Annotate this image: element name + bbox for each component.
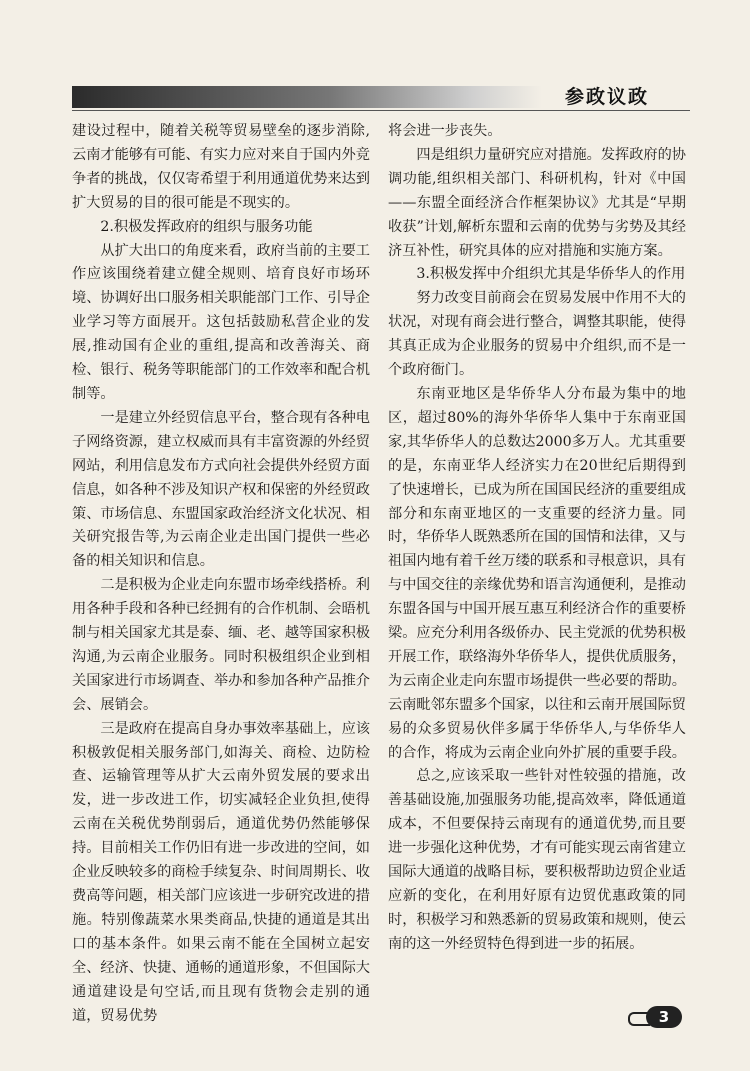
paragraph: 努力改变目前商会在贸易发展中作用不大的状况，对现有商会进行整合，调整其职能，使得其真正成为企业服务的贸易中介组织,而不是一个政府衙门。	[388, 290, 686, 379]
right-column	[388, 120, 686, 957]
paragraph: 二是积极为企业走向东盟市场牵线搭桥。利用各种手段和各种已经拥有的合作机制、会晤机制与相关国家尤其是泰、缅、老、越等国家积极沟通,为云南企业服务。同时积极组织企业到相关国家进行市场调查、举办和参加各种产品推介会、展销会。	[72, 577, 370, 713]
page-number: 3	[646, 1006, 682, 1028]
left-column	[72, 120, 370, 1028]
paragraph: 总之,应该采取一些针对性较强的措施，改善基础设施,加强服务功能,提高效率，降低通道成本，不但要保持云南现有的通道优势,而且要进一步强化这种优势，才有可能实现云南省建立国际大通道的战略目标，要积极帮助边贸企业适应新的变化，在利用好原有边贸优惠政策的同时，积极学习和熟悉新的贸易政策和规则，使云南的这一外经贸特色得到进一步的拓展。	[388, 768, 686, 952]
paragraph: 将会进一步丧失。	[388, 123, 502, 139]
header-gradient-bar	[72, 86, 542, 108]
paragraph: 建设过程中，随着关税等贸易壁垒的逐步消除,云南才能够有可能、有实力应对来自于国内外竞争者的挑战，仅仅寄希望于利用通道优势来达到扩大贸易的目的很可能是不现实的。	[72, 123, 370, 211]
subheading: 2.积极发挥政府的组织与服务功能	[100, 218, 313, 235]
section-title: 参政议政	[565, 86, 650, 108]
header-divider	[72, 110, 690, 111]
subheading: 3.积极发挥中介组织尤其是华侨华人的作用	[416, 266, 686, 283]
paragraph: 从扩大出口的角度来看，政府当前的主要工作应该围绕着建立健全规则、培育良好市场环境、协调好出口服务相关职能部门工作、引导企业学习等方面展开。这包括鼓励私营企业的发展,推动国有企业的重组,提高和改善海关、商检、银行、税务等职能部门的工作效率和配合机制等。	[72, 242, 370, 402]
paragraph: 三是政府在提高自身办事效率基础上，应该积极敦促相关服务部门,如海关、商检、边防检查、运输管理等从扩大云南外贸发展的要求出发，进一步改进工作，切实减轻企业负担,使得云南在关税优势削弱后，通道优势仍然能够保持。目前相关工作仍旧有进一步改进的空间，如企业反映较多的商检手续复杂、时间周期长、收费高等问题，相关部门应该进一步研究改进的措施。特别像蔬菜水果类商品,快捷的通道是其出口的基本条件。如果云南不能在全国树立起安全、经济、快捷、通畅的通道形象，不但国际大通道建设是句空话,而且现有货物会走别的通道，贸易优势	[72, 720, 370, 1024]
paragraph: 东南亚地区是华侨华人分布最为集中的地区，超过80%的海外华侨华人集中于东南亚国家,其华侨华人的总数达2000多万人。尤其重要的是，东南亚华人经济实力在20世纪后期得到了快速增长，已成为所在国国民经济的重要组成部分和东南亚地区的一支重要的经济力量。同时，华侨华人既熟悉所在国的国情和法律，又与祖国内地有着千丝万缕的联系和寻根意识，具有与中国交往的亲缘优势和语言沟通便利，是推动东盟各国与中国开展互惠互利经济合作的重要桥梁。应充分利用各级侨办、民主党派的优势积极开展工作，联络海外华侨华人，提供优质服务，为云南企业走向东盟市场提供一些必要的帮助。云南毗邻东盟多个国家，以往和云南开展国际贸易的众多贸易伙伴多属于华侨华人,与华侨华人的合作，将成为云南企业向外扩展的重要手段。	[388, 385, 686, 761]
paragraph: 一是建立外经贸信息平台，整合现有各种电子网络资源，建立权威而具有丰富资源的外经贸网站，利用信息发布方式向社会提供外经贸方面信息，如各种不涉及知识产权和保密的外经贸政策、市场信息、东盟国家政治经济文化状况、相关研究报告等,为云南企业走出国门提供一些必备的相关知识和信息。	[72, 409, 370, 570]
paragraph: 四是组织力量研究应对措施。发挥政府的协调功能,组织相关部门、科研机构，针对《中国——东盟全面经济合作框架协议》尤其是“早期收获”计划,解析东盟和云南的优势与劣势及其经济互补性，研究具体的应对措施和实施方案。	[388, 146, 686, 259]
